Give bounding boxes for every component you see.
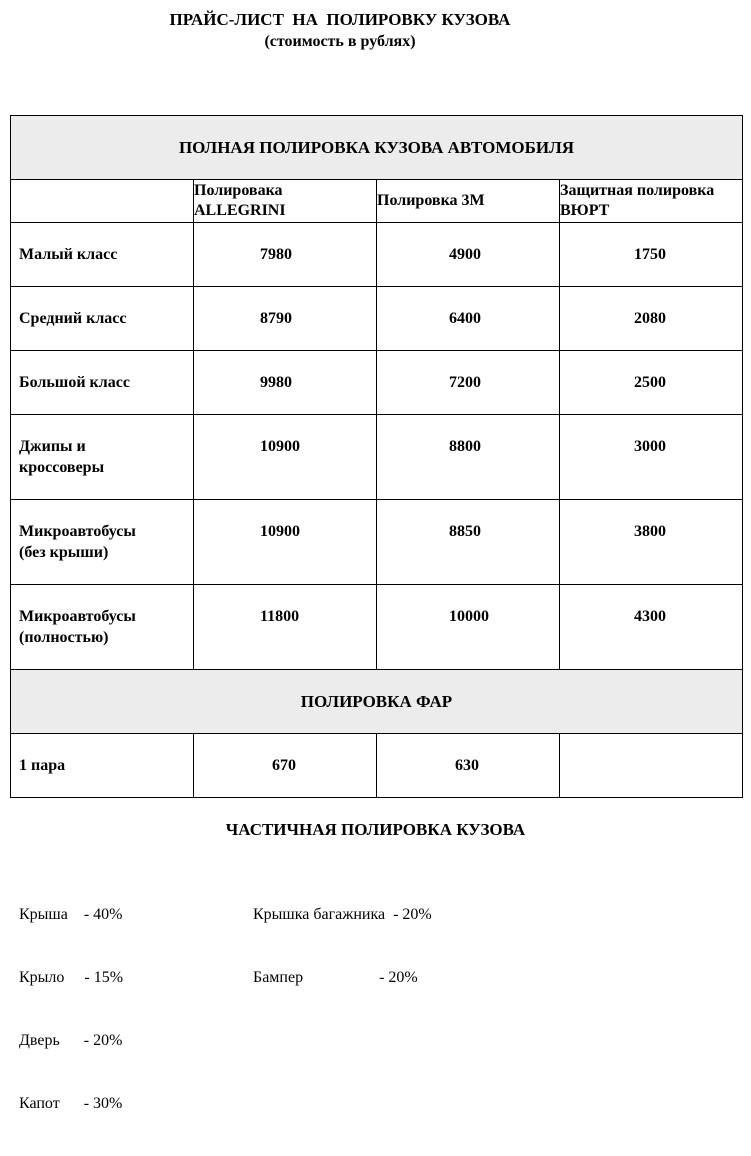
price-cell: 3800 — [560, 500, 743, 585]
row-label: Средний класс — [11, 287, 194, 351]
partial-section-title: ЧАСТИЧНАЯ ПОЛИРОВКА КУЗОВА — [225, 820, 526, 839]
page-subtitle: (стоимость в рублях) — [264, 33, 416, 50]
partial-list-left — [19, 862, 123, 1156]
column-header-wurth: Защитная полировка ВЮРТ — [560, 180, 743, 223]
price-cell: 2500 — [560, 351, 743, 415]
column-header-allegrini: Полировака ALLEGRINI — [194, 180, 377, 223]
section-headlights-title: ПОЛИРОВКА ФАР — [11, 670, 743, 734]
row-label: 1 пара — [11, 734, 194, 798]
row-label: Джипы и кроссоверы — [11, 415, 194, 500]
price-cell: 7980 — [194, 223, 377, 287]
list-item: Дверь - 20% — [19, 1032, 123, 1049]
price-cell: 8850 — [377, 500, 560, 585]
price-cell: 7200 — [377, 351, 560, 415]
price-cell: 4900 — [377, 223, 560, 287]
price-cell: 4300 — [560, 585, 743, 670]
list-item: Капот - 30% — [19, 1095, 123, 1112]
price-cell: 8790 — [194, 287, 377, 351]
table-row — [11, 734, 743, 798]
price-cell: 9980 — [194, 351, 377, 415]
price-cell: 10900 — [194, 500, 377, 585]
table-row — [11, 585, 743, 670]
page-title: ПРАЙС-ЛИСТ НА ПОЛИРОВКУ КУЗОВА — [169, 10, 511, 29]
price-cell: 8800 — [377, 415, 560, 500]
price-table — [10, 115, 743, 798]
row-label: Малый класс — [11, 223, 194, 287]
list-item: Крыло - 15% — [19, 969, 124, 986]
table-row — [11, 287, 743, 351]
list-item: Крышка багажника - 20% — [253, 906, 432, 923]
column-header-3m: Полировка 3М — [377, 180, 560, 223]
price-cell: 670 — [194, 734, 377, 798]
price-cell: 10000 — [377, 585, 560, 670]
section-full-title: ПОЛНАЯ ПОЛИРОВКА КУЗОВА АВТОМОБИЛЯ — [11, 116, 743, 180]
section-row-full — [11, 116, 743, 180]
price-cell: 10900 — [194, 415, 377, 500]
row-label: Микроавтобусы (полностью) — [11, 585, 194, 670]
price-cell: 630 — [377, 734, 560, 798]
table-row — [11, 223, 743, 287]
table-row — [11, 415, 743, 500]
price-cell: 11800 — [194, 585, 377, 670]
row-label: Микроавтобусы (без крыши) — [11, 500, 194, 585]
column-header-row — [11, 180, 743, 223]
row-label: Большой класс — [11, 351, 194, 415]
price-cell — [560, 734, 743, 798]
list-item: Крыша - 40% — [19, 906, 123, 923]
table-row — [11, 500, 743, 585]
price-cell: 6400 — [377, 287, 560, 351]
table-row — [11, 351, 743, 415]
price-cell: 3000 — [560, 415, 743, 500]
list-item: Бампер - 20% — [253, 969, 418, 986]
section-row-headlights — [11, 670, 743, 734]
price-cell: 1750 — [560, 223, 743, 287]
header-empty-cell — [11, 180, 194, 223]
partial-list-right — [253, 862, 432, 1030]
price-cell: 2080 — [560, 287, 743, 351]
